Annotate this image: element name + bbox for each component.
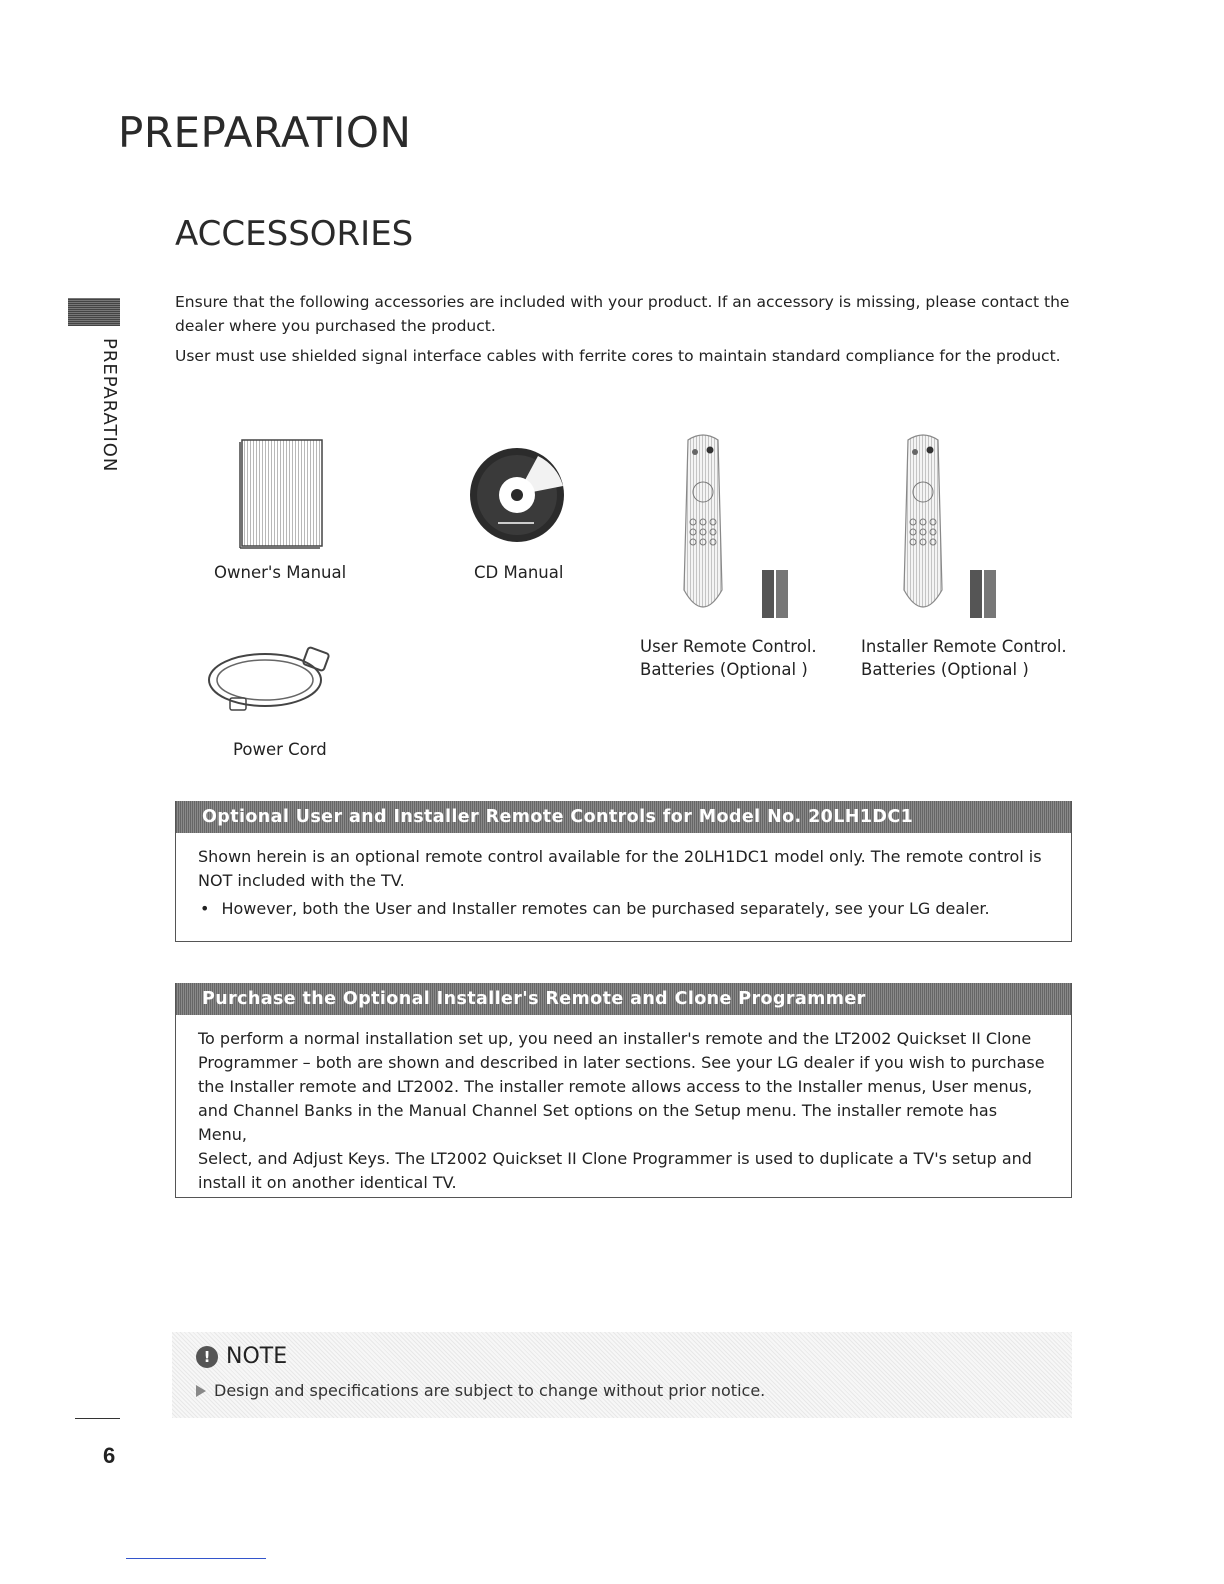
power-cord-image [205, 640, 345, 725]
intro-text [175, 290, 1075, 368]
installer-remote-image [898, 430, 1018, 629]
user-remote-label: User Remote Control. [640, 637, 817, 656]
box-text-line: NOT included with the TV. [198, 871, 405, 890]
box-text-line: install it on another identical TV. [198, 1173, 457, 1192]
cd-image [468, 446, 566, 549]
side-tab-label: PREPARATION [99, 338, 120, 473]
box-text-line: the Installer remote and LT2002. The installer remote allows access to the Installer menus, User menus, [198, 1077, 1033, 1096]
intro-line: dealer where you purchased the product. [175, 317, 496, 335]
note-item [196, 1381, 765, 1400]
installer-remote-batteries-label: Batteries (Optional ) [861, 660, 1029, 679]
box-text-line: and Channel Banks in the Manual Channel Set options on the Setup menu. The installer remote has Menu, [198, 1101, 998, 1144]
page-number: 6 [103, 1443, 116, 1468]
box-text-line: To perform a normal installation set up, you need an installer's remote and the LT2002 Quickset II Clone [198, 1029, 1032, 1048]
note-title: NOTE [226, 1344, 288, 1369]
note-text: Design and specifications are subject to change without prior notice. [214, 1381, 766, 1400]
owners-manual-image [238, 438, 324, 555]
triangle-arrow-icon [196, 1385, 206, 1397]
note-panel [172, 1332, 1072, 1418]
installer-remote-caption [861, 635, 1067, 681]
optional-remotes-header: Optional User and Installer Remote Controls for Model No. 20LH1DC1 [176, 801, 1071, 833]
box-text-line: Select, and Adjust Keys. The LT2002 Quickset II Clone Programmer is used to duplicate a TV's setup and [198, 1149, 1032, 1168]
note-heading [196, 1344, 287, 1369]
page-title: PREPARATION [118, 108, 412, 157]
bottom-rule [126, 1558, 266, 1559]
bullet-text: However, both the User and Installer remotes can be purchased separately, see your LG dealer. [221, 899, 990, 918]
power-cord-caption: Power Cord [233, 740, 327, 759]
box-text-line: Shown herein is an optional remote control available for the 20LH1DC1 model only. The remote control is [198, 847, 1042, 866]
box-text-line: Programmer – both are shown and described in later sections. See your LG dealer if you wish to purchase [198, 1053, 1045, 1072]
installer-remote-purchase-box [175, 983, 1072, 1198]
user-remote-caption [640, 635, 817, 681]
user-remote-image [678, 430, 798, 629]
user-remote-batteries-label: Batteries (Optional ) [640, 660, 808, 679]
installer-remote-label: Installer Remote Control. [861, 637, 1067, 656]
bullet-item [198, 897, 1049, 921]
info-icon: ! [196, 1346, 218, 1368]
intro-line: User must use shielded signal interface cables with ferrite cores to maintain standard compliance for the product. [175, 347, 1061, 365]
intro-line: Ensure that the following accessories are included with your product. If an accessory is missing, please contact the [175, 293, 1070, 311]
bullet-icon: • [200, 899, 210, 918]
owners-manual-caption: Owner's Manual [214, 563, 347, 582]
optional-remotes-box [175, 801, 1072, 942]
cd-manual-caption: CD Manual [474, 563, 564, 582]
section-title: ACCESSORIES [175, 214, 414, 254]
page-number-rule [75, 1418, 120, 1419]
side-tab-marker [68, 298, 120, 326]
installer-remote-purchase-body [176, 1015, 1071, 1209]
installer-remote-purchase-header: Purchase the Optional Installer's Remote and Clone Programmer [176, 983, 1071, 1015]
optional-remotes-body [176, 833, 1071, 935]
